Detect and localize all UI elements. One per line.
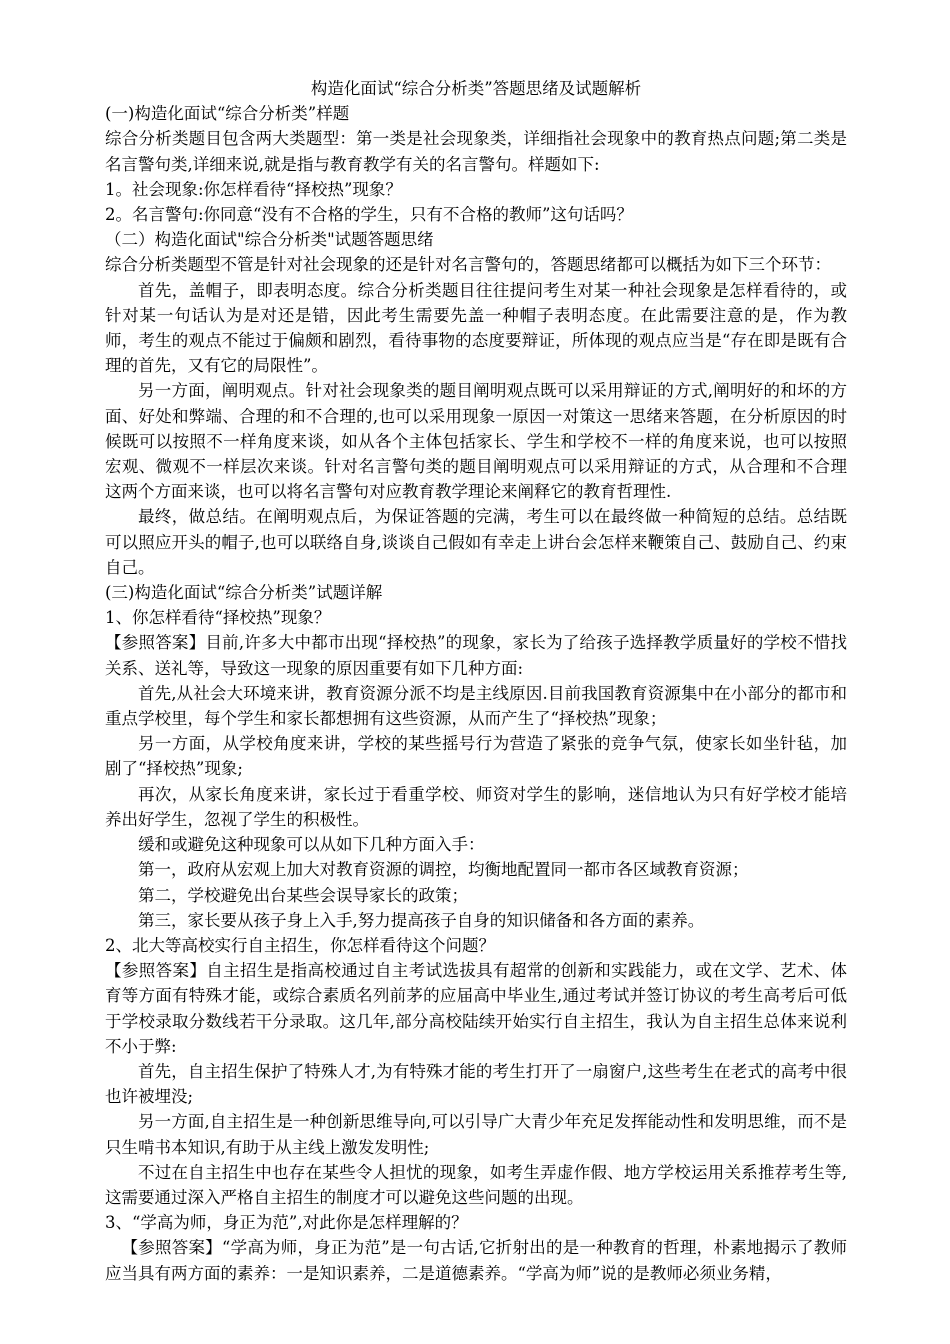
paragraph: 3、“学高为师，身正为范”,对此你是怎样理解的？	[105, 1213, 468, 1233]
paragraph: （二）构造化面试"综合分析类"试题答题思绪	[105, 230, 434, 250]
paragraph: 1。社会现象:你怎样看待“择校热”现象？	[105, 179, 402, 199]
paragraph: 1、你怎样看待“择校热”现象？	[105, 608, 331, 628]
paragraph: 另一方面，从学校角度来讲，学校的某些摇号行为营造了紧张的竞争气氛，使家长如坐针毡，加剧了“择校热”现象;	[105, 734, 847, 779]
paragraph: 另一方面，阐明观点。针对社会现象类的题目阐明观点既可以采用辩证的方式,阐明好的和坏的方面、好处和弊端、合理的和不合理的,也可以采用现象一原因一对策这一思绪来答题，在分析原因的时候既可以按照不一样角度来谈，如从各个主体包括家长、学生和学校不一样的角度来说，也可以按照宏观、微观不一样层次来谈。针对名言警句类的题目阐明观点可以采用辩证的方式，从合理和不合理这两个方面来谈，也可以将名言警句对应教育教学理论来阐释它的教育哲理性.	[105, 381, 847, 502]
paragraph: 【参照答案】“学高为师，身正为范”是一句古话,它折射出的是一种教育的哲理，朴素地揭示了教师应当具有两方面的素养：一是知识素养，二是道德素养。“学高为师”说的是教师必须业务精，	[105, 1238, 847, 1283]
paragraph: 综合分析类题目包含两大类题型：第一类是社会现象类，详细指社会现象中的教育热点问题;第二类是名言警句类,详细来说,就是指与教育教学有关的名言警句。样题如下:	[105, 129, 847, 174]
paragraph: 综合分析类题型不管是针对社会现象的还是针对名言警句的，答题思绪都可以概括为如下三个环节：	[105, 255, 831, 275]
paragraph: 首先,从社会大环境来讲，教育资源分派不均是主线原因.目前我国教育资源集中在小部分的都市和重点学校里，每个学生和家长都想拥有这些资源，从而产生了“择校热”现象；	[105, 683, 847, 729]
paragraph: 2。名言警句:你同意“没有不合格的学生，只有不合格的教师”这句话吗？	[105, 205, 633, 225]
paragraph: 首先，自主招生保护了特殊人才,为有特殊才能的考生打开了一扇窗户,这些考生在老式的高考中很也许被埋没;	[105, 1061, 847, 1107]
paragraph: 不过在自主招生中也存在某些令人担忧的现象，如考生弄虚作假、地方学校运用关系推荐考生等,这需要通过深入严格自主招生的制度才可以避免这些问题的出现。	[105, 1162, 847, 1207]
paragraph: 第二，学校避免出台某些会误导家长的政策；	[138, 885, 468, 905]
paragraph: 第一，政府从宏观上加大对教育资源的调控，均衡地配置同一都市各区域教育资源；	[138, 860, 749, 880]
paragraph: (三)构造化面试“综合分析类”试题详解	[105, 583, 383, 603]
document-title: 构造化面试“综合分析类”答题思绪及试题解析	[310, 79, 642, 98]
paragraph: 2、北大等高校实行自主招生，你怎样看待这个问题？	[105, 935, 495, 955]
paragraph: 再次，从家长角度来讲，家长过于看重学校、师资对学生的影响，迷信地认为只有好学校才能培养出好学生，忽视了学生的积极性。	[105, 784, 847, 829]
paragraph: 最终，做总结。在阐明观点后，为保证答题的完满，考生可以在最终做一种简短的总结。总结既可以照应开头的帽子,也可以联络自身,谈谈自己假如有幸走上讲台会怎样来鞭策自己、鼓励自己、约束自己。	[105, 507, 847, 577]
paragraph: 第三，家长要从孩子身上入手,努力提高孩子自身的知识储备和各方面的素养。	[138, 910, 705, 930]
document-page	[105, 76, 847, 1286]
paragraph: 缓和或避免这种现象可以从如下几种方面入手：	[138, 835, 485, 855]
paragraph: 【参照答案】目前,许多大中都市出现“择校热”的现象，家长为了给孩子选择教学质量好的学校不惜找关系、送礼等，导致这一现象的原因重要有如下几种方面:	[105, 633, 847, 678]
paragraph: 另一方面,自主招生是一种创新思维导向,可以引导广大青少年充足发挥能动性和发明思维，而不是只生啃书本知识,有助于从主线上激发发明性;	[105, 1112, 847, 1157]
paragraph: 首先，盖帽子，即表明态度。综合分析类题目往往提问考生对某一种社会现象是怎样看待的，或针对某一句话认为是对还是错，因此考生需要先盖一种帽子表明态度。在此需要注意的是，作为教师，考生的观点不能过于偏颇和剧烈，看待事物的态度要辩证，所体现的观点应当是“存在即是既有合理的首先，又有它的局限性”。	[105, 280, 847, 376]
paragraph: (一)构造化面试“综合分析类”样题	[105, 104, 350, 124]
paragraph: 【参照答案】自主招生是指高校通过自主考试选拔具有超常的创新和实践能力，或在文学、艺术、体育等方面有特殊才能，或综合素质名列前茅的应届高中毕业生,通过考试并签订协议的考生高考后可低于学校录取分数线若干分录取。这几年,部分高校陆续开始实行自主招生，我认为自主招生总体来说利不小于弊:	[105, 961, 847, 1056]
document-body	[105, 101, 847, 1286]
